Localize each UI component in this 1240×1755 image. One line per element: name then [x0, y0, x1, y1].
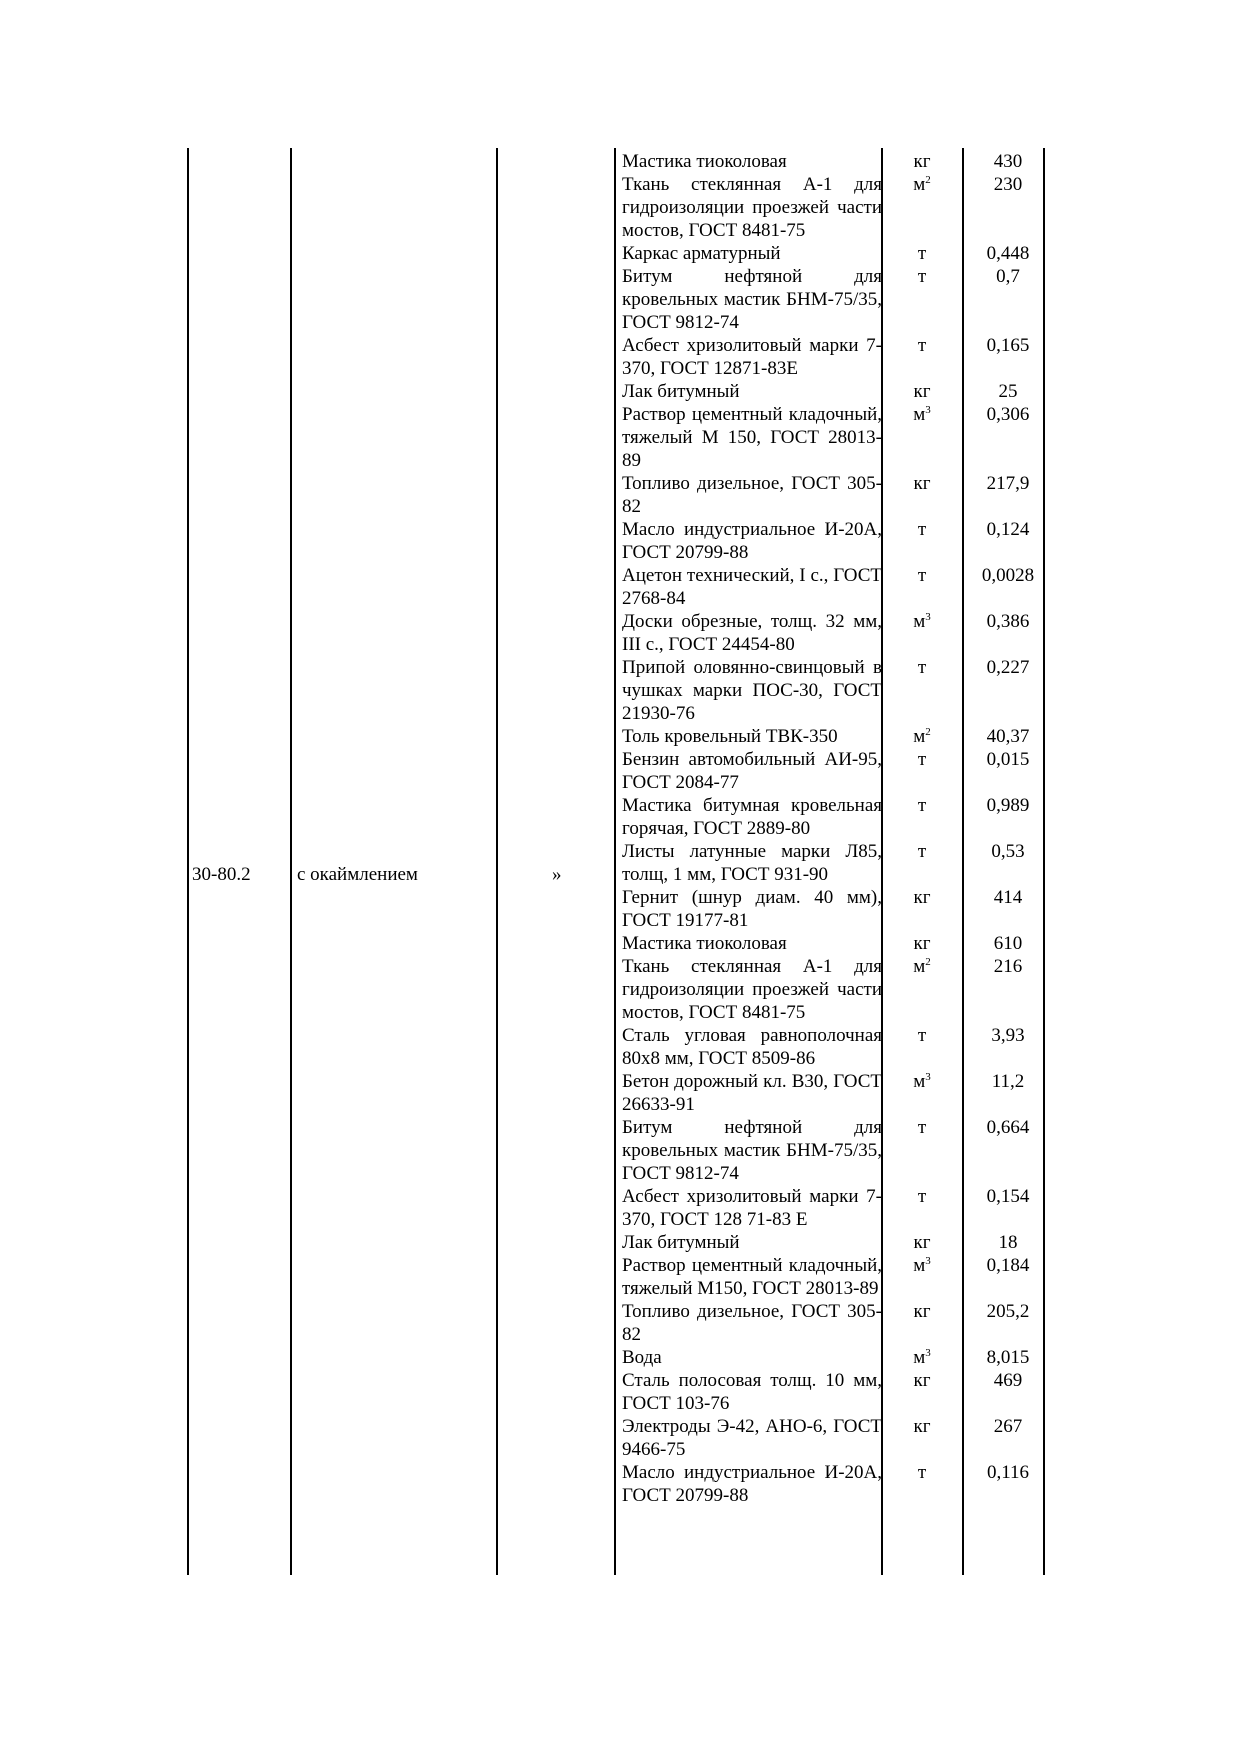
material-quantity: 0,165 [986, 335, 1030, 356]
material-quantity: 18 [998, 1232, 1018, 1253]
material-name: Раствор цементный кладочный, тяжелый М150, ГОСТ 28013-89 [622, 1255, 882, 1299]
material-row [622, 1024, 1054, 1070]
material-unit [882, 840, 962, 886]
material-name: Сталь полосовая толщ. 10 мм, ГОСТ 103-76 [622, 1370, 882, 1414]
unit-exponent: 3 [925, 1071, 931, 1083]
unit-text: кг [913, 1232, 931, 1253]
material-row [622, 150, 1054, 173]
unit-text: м [913, 1071, 926, 1092]
material-unit [882, 334, 962, 380]
material-row [622, 1231, 1054, 1254]
material-name: Каркас арматурный [622, 243, 781, 264]
material-quantity: 230 [993, 174, 1023, 195]
unit-exponent: 2 [925, 956, 931, 968]
material-unit [882, 1070, 962, 1116]
material-quantity: 0,306 [986, 404, 1030, 425]
material-quantity: 217,9 [986, 473, 1030, 494]
unit-text: т [917, 1462, 927, 1483]
material-name: Масло индустриальное И-20А, ГОСТ 20799-88 [622, 519, 882, 563]
material-unit [882, 1346, 962, 1369]
material-row [622, 334, 1054, 380]
material-unit [882, 1116, 962, 1185]
material-unit [882, 886, 962, 932]
unit-text: м [913, 404, 926, 425]
material-name: Электроды Э-42, АНО-6, ГОСТ 9466-75 [622, 1416, 882, 1460]
material-row [622, 380, 1054, 403]
unit-text: кг [913, 1416, 931, 1437]
material-quantity: 3,93 [991, 1025, 1025, 1046]
material-quantity: 0,227 [986, 657, 1030, 678]
material-quantity: 0,7 [996, 266, 1020, 287]
material-unit [882, 403, 962, 472]
material-name: Сталь угловая равнополочная 80x8 мм, ГОСТ 8509-86 [622, 1025, 882, 1069]
material-quantity: 0,53 [991, 841, 1025, 862]
material-unit [882, 1254, 962, 1300]
unit-text: т [917, 266, 927, 287]
material-name: Вода [622, 1347, 662, 1368]
material-row [622, 1461, 1054, 1507]
unit-text: т [917, 795, 927, 816]
ditto-mark: » [552, 864, 562, 885]
unit-text: т [917, 1025, 927, 1046]
material-unit [882, 1461, 962, 1507]
material-name: Асбест хризолитовый марки 7-370, ГОСТ 12871-83Е [622, 335, 882, 379]
unit-exponent: 3 [925, 404, 931, 416]
material-row [622, 1185, 1054, 1231]
material-unit [882, 380, 962, 403]
material-row [622, 656, 1054, 725]
material-unit [882, 265, 962, 334]
material-quantity: 267 [993, 1416, 1023, 1437]
material-row [622, 472, 1054, 518]
material-name: Припой оловянно-свинцовый в чушках марки ПОС-30, ГОСТ 21930-76 [622, 657, 882, 724]
material-row [622, 265, 1054, 334]
material-quantity: 469 [993, 1370, 1023, 1391]
material-unit [882, 173, 962, 242]
unit-text: м [913, 726, 926, 747]
material-row [622, 1369, 1054, 1415]
material-row [622, 1415, 1054, 1461]
material-unit [882, 610, 962, 656]
material-row [622, 403, 1054, 472]
unit-text: м [913, 1255, 926, 1276]
material-quantity: 0,989 [986, 795, 1030, 816]
material-row [622, 1346, 1054, 1369]
unit-text: м [913, 611, 926, 632]
material-row [622, 886, 1054, 932]
table-border-left [187, 148, 189, 1575]
material-quantity: 11,2 [991, 1071, 1025, 1092]
materials-list [622, 150, 1054, 1507]
material-quantity: 610 [993, 933, 1023, 954]
material-name: Мастика битумная кровельная горячая, ГОСТ 2889-80 [622, 795, 882, 839]
material-row [622, 840, 1054, 886]
material-name: Лак битумный [622, 1232, 740, 1253]
material-quantity: 0,015 [986, 749, 1030, 770]
material-quantity: 0,0028 [981, 565, 1035, 586]
unit-exponent: 3 [925, 611, 931, 623]
material-name: Доски обрезные, толщ. 32 мм, III с., ГОСТ 24454-80 [622, 611, 882, 655]
material-name: Асбест хризолитовый марки 7-370, ГОСТ 128 71-83 Е [622, 1186, 882, 1230]
material-row [622, 1300, 1054, 1346]
unit-text: кг [913, 1301, 931, 1322]
unit-text: кг [913, 887, 931, 908]
material-unit [882, 794, 962, 840]
unit-text: т [917, 1117, 927, 1138]
material-quantity: 0,116 [986, 1462, 1030, 1483]
column-divider-2 [496, 148, 498, 1575]
material-row [622, 748, 1054, 794]
material-unit [882, 564, 962, 610]
unit-text: т [917, 657, 927, 678]
unit-exponent: 3 [925, 1347, 931, 1359]
material-name: Мастика тиоколовая [622, 933, 787, 954]
material-row [622, 1116, 1054, 1185]
unit-exponent: 2 [925, 726, 931, 738]
unit-text: кг [913, 473, 931, 494]
material-quantity: 0,154 [986, 1186, 1030, 1207]
unit-text: т [917, 841, 927, 862]
unit-exponent: 3 [925, 1255, 931, 1267]
unit-text: т [917, 243, 927, 264]
unit-exponent: 2 [925, 174, 931, 186]
material-row [622, 173, 1054, 242]
material-quantity: 0,386 [986, 611, 1030, 632]
material-unit [882, 1300, 962, 1346]
material-unit [882, 472, 962, 518]
unit-text: кг [913, 381, 931, 402]
unit-text: м [913, 174, 926, 195]
material-unit [882, 518, 962, 564]
material-quantity: 25 [998, 381, 1018, 402]
unit-text: т [917, 1186, 927, 1207]
unit-text: т [917, 565, 927, 586]
material-quantity: 0,448 [986, 243, 1030, 264]
material-row [622, 932, 1054, 955]
work-description: с окаймлением [297, 864, 418, 885]
material-unit [882, 150, 962, 173]
material-quantity: 414 [993, 887, 1023, 908]
material-name: Гернит (шнур диам. 40 мм), ГОСТ 19177-81 [622, 887, 882, 931]
material-name: Ткань стеклянная А-1 для гидроизоляции проезжей части мостов, ГОСТ 8481-75 [622, 956, 882, 1023]
material-name: Масло индустриальное И-20А, ГОСТ 20799-88 [622, 1462, 882, 1506]
material-row [622, 725, 1054, 748]
material-quantity: 0,664 [986, 1117, 1030, 1138]
material-quantity: 0,124 [986, 519, 1030, 540]
material-unit [882, 748, 962, 794]
material-quantity: 0,184 [986, 1255, 1030, 1276]
material-name: Битум нефтяной для кровельных мастик БНМ-75/35, ГОСТ 9812-74 [622, 1117, 882, 1184]
material-name: Мастика тиоколовая [622, 151, 787, 172]
material-name: Топливо дизельное, ГОСТ 305-82 [622, 473, 882, 517]
material-row [622, 518, 1054, 564]
material-row [622, 955, 1054, 1024]
unit-text: т [917, 335, 927, 356]
material-unit [882, 656, 962, 725]
material-unit [882, 1185, 962, 1231]
material-row [622, 794, 1054, 840]
material-unit [882, 242, 962, 265]
unit-text: т [917, 749, 927, 770]
material-name: Битум нефтяной для кровельных мастик БНМ-75/35, ГОСТ 9812-74 [622, 266, 882, 333]
unit-text: м [913, 956, 926, 977]
material-quantity: 205,2 [986, 1301, 1030, 1322]
material-quantity: 8,015 [986, 1347, 1030, 1368]
unit-text: т [917, 519, 927, 540]
material-name: Толь кровельный ТВК-350 [622, 726, 838, 747]
material-row [622, 610, 1054, 656]
material-row [622, 1070, 1054, 1116]
unit-text: кг [913, 1370, 931, 1391]
material-unit [882, 1415, 962, 1461]
column-divider-3 [614, 148, 616, 1575]
norm-code: 30-80.2 [192, 864, 251, 885]
material-name: Раствор цементный кладочный, тяжелый М 150, ГОСТ 28013-89 [622, 404, 882, 471]
material-quantity: 430 [993, 151, 1023, 172]
material-name: Бетон дорожный кл. В30, ГОСТ 26633-91 [622, 1071, 882, 1115]
material-row [622, 564, 1054, 610]
material-unit [882, 1369, 962, 1415]
material-unit [882, 955, 962, 1024]
material-name: Ткань стеклянная А-1 для гидроизоляции проезжей части мостов, ГОСТ 8481-75 [622, 174, 882, 241]
material-row [622, 242, 1054, 265]
material-name: Листы латунные марки Л85, толщ, 1 мм, ГОСТ 931-90 [622, 841, 882, 885]
material-row [622, 1254, 1054, 1300]
material-unit [882, 725, 962, 748]
material-unit [882, 1231, 962, 1254]
material-quantity: 40,37 [986, 726, 1030, 747]
material-unit [882, 932, 962, 955]
unit-text: м [913, 1347, 926, 1368]
material-name: Ацетон технический, I с., ГОСТ 2768-84 [622, 565, 882, 609]
material-unit [882, 1024, 962, 1070]
material-name: Лак битумный [622, 381, 740, 402]
material-quantity: 216 [993, 956, 1023, 977]
material-name: Бензин автомобильный АИ-95, ГОСТ 2084-77 [622, 749, 882, 793]
material-name: Топливо дизельное, ГОСТ 305-82 [622, 1301, 882, 1345]
column-divider-1 [290, 148, 292, 1575]
unit-text: кг [913, 933, 931, 954]
unit-text: кг [913, 151, 931, 172]
